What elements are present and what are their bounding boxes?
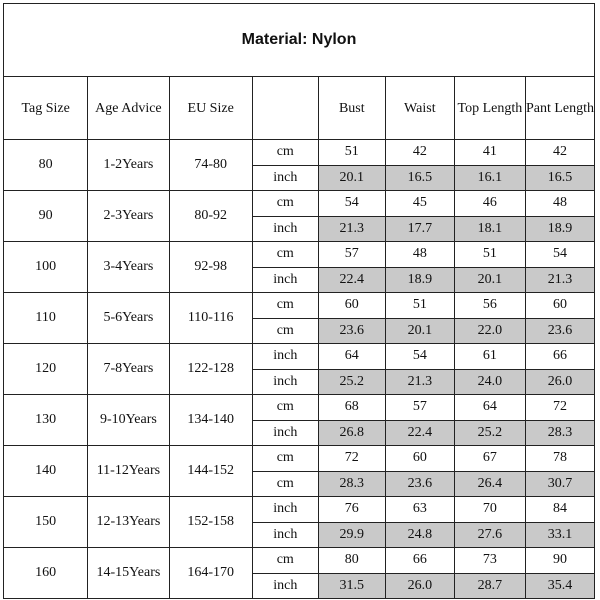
header-pant-length: Pant Length (525, 77, 594, 140)
table-row (4, 293, 595, 319)
table-body (4, 140, 595, 599)
header-eu-size: EU Size (169, 77, 252, 140)
measure-cell-pant: 66 (525, 344, 594, 370)
measure-cell-bust: 68 (318, 395, 385, 421)
unit-cell: cm (252, 548, 318, 574)
measure-cell-waist: 42 (385, 140, 454, 166)
measure-cell-bust: 54 (318, 191, 385, 217)
age-advice-cell: 9-10Years (88, 395, 169, 446)
table-row (4, 446, 595, 472)
measure-cell-waist: 26.0 (385, 573, 454, 599)
tag-size-cell: 130 (4, 395, 88, 446)
measure-cell-pant: 28.3 (525, 420, 594, 446)
measure-cell-top: 20.1 (454, 267, 525, 293)
measure-cell-waist: 66 (385, 548, 454, 574)
unit-cell: cm (252, 293, 318, 319)
measure-cell-pant: 78 (525, 446, 594, 472)
age-advice-cell: 11-12Years (88, 446, 169, 497)
age-advice-cell: 1-2Years (88, 140, 169, 191)
unit-cell: cm (252, 191, 318, 217)
measure-cell-waist: 57 (385, 395, 454, 421)
unit-cell: inch (252, 344, 318, 370)
measure-cell-waist: 54 (385, 344, 454, 370)
table-row (4, 395, 595, 421)
measure-cell-waist: 21.3 (385, 369, 454, 395)
table-row (4, 497, 595, 523)
measure-cell-waist: 45 (385, 191, 454, 217)
size-chart (3, 3, 595, 596)
age-advice-cell: 7-8Years (88, 344, 169, 395)
age-advice-cell: 12-13Years (88, 497, 169, 548)
tag-size-cell: 90 (4, 191, 88, 242)
measure-cell-pant: 21.3 (525, 267, 594, 293)
measure-cell-pant: 84 (525, 497, 594, 523)
measure-cell-top: 56 (454, 293, 525, 319)
measure-cell-pant: 35.4 (525, 573, 594, 599)
measure-cell-top: 26.4 (454, 471, 525, 497)
measure-cell-top: 51 (454, 242, 525, 268)
table-row (4, 140, 595, 166)
measure-cell-top: 41 (454, 140, 525, 166)
measure-cell-waist: 60 (385, 446, 454, 472)
unit-cell: cm (252, 140, 318, 166)
measure-cell-waist: 24.8 (385, 522, 454, 548)
eu-size-cell: 122-128 (169, 344, 252, 395)
measure-cell-top: 22.0 (454, 318, 525, 344)
eu-size-cell: 164-170 (169, 548, 252, 599)
table-row (4, 548, 595, 574)
measure-cell-bust: 60 (318, 293, 385, 319)
measure-cell-pant: 16.5 (525, 165, 594, 191)
header-unit (252, 77, 318, 140)
measure-cell-bust: 57 (318, 242, 385, 268)
header-top-length: Top Length (454, 77, 525, 140)
unit-cell: cm (252, 242, 318, 268)
age-advice-cell: 5-6Years (88, 293, 169, 344)
measure-cell-pant: 18.9 (525, 216, 594, 242)
unit-cell: inch (252, 267, 318, 293)
tag-size-cell: 80 (4, 140, 88, 191)
measure-cell-bust: 31.5 (318, 573, 385, 599)
measure-cell-bust: 29.9 (318, 522, 385, 548)
unit-cell: cm (252, 471, 318, 497)
measure-cell-pant: 90 (525, 548, 594, 574)
measure-cell-top: 25.2 (454, 420, 525, 446)
measure-cell-bust: 64 (318, 344, 385, 370)
eu-size-cell: 80-92 (169, 191, 252, 242)
measure-cell-top: 18.1 (454, 216, 525, 242)
eu-size-cell: 92-98 (169, 242, 252, 293)
measure-cell-waist: 23.6 (385, 471, 454, 497)
unit-cell: inch (252, 369, 318, 395)
measure-cell-pant: 42 (525, 140, 594, 166)
age-advice-cell: 2-3Years (88, 191, 169, 242)
measure-cell-bust: 80 (318, 548, 385, 574)
eu-size-cell: 152-158 (169, 497, 252, 548)
eu-size-cell: 134-140 (169, 395, 252, 446)
unit-cell: cm (252, 446, 318, 472)
measure-cell-top: 70 (454, 497, 525, 523)
unit-cell: inch (252, 497, 318, 523)
measure-cell-bust: 51 (318, 140, 385, 166)
unit-cell: inch (252, 522, 318, 548)
eu-size-cell: 110-116 (169, 293, 252, 344)
measure-cell-waist: 22.4 (385, 420, 454, 446)
chart-title: Material: Nylon (3, 3, 595, 77)
measure-cell-pant: 54 (525, 242, 594, 268)
unit-cell: inch (252, 165, 318, 191)
unit-cell: inch (252, 573, 318, 599)
measure-cell-top: 28.7 (454, 573, 525, 599)
eu-size-cell: 144-152 (169, 446, 252, 497)
measure-cell-pant: 23.6 (525, 318, 594, 344)
header-tag-size: Tag Size (4, 77, 88, 140)
tag-size-cell: 100 (4, 242, 88, 293)
measure-cell-bust: 23.6 (318, 318, 385, 344)
measure-cell-waist: 63 (385, 497, 454, 523)
size-table (3, 76, 595, 599)
tag-size-cell: 160 (4, 548, 88, 599)
measure-cell-waist: 17.7 (385, 216, 454, 242)
tag-size-cell: 140 (4, 446, 88, 497)
measure-cell-top: 64 (454, 395, 525, 421)
measure-cell-top: 61 (454, 344, 525, 370)
measure-cell-pant: 72 (525, 395, 594, 421)
unit-cell: cm (252, 395, 318, 421)
measure-cell-bust: 28.3 (318, 471, 385, 497)
measure-cell-top: 24.0 (454, 369, 525, 395)
measure-cell-pant: 48 (525, 191, 594, 217)
measure-cell-bust: 20.1 (318, 165, 385, 191)
measure-cell-waist: 48 (385, 242, 454, 268)
measure-cell-bust: 25.2 (318, 369, 385, 395)
measure-cell-waist: 51 (385, 293, 454, 319)
table-row (4, 191, 595, 217)
header-age-advice: Age Advice (88, 77, 169, 140)
measure-cell-pant: 26.0 (525, 369, 594, 395)
age-advice-cell: 3-4Years (88, 242, 169, 293)
tag-size-cell: 120 (4, 344, 88, 395)
unit-cell: inch (252, 216, 318, 242)
measure-cell-bust: 22.4 (318, 267, 385, 293)
measure-cell-pant: 60 (525, 293, 594, 319)
measure-cell-bust: 21.3 (318, 216, 385, 242)
measure-cell-waist: 18.9 (385, 267, 454, 293)
eu-size-cell: 74-80 (169, 140, 252, 191)
measure-cell-top: 27.6 (454, 522, 525, 548)
measure-cell-bust: 72 (318, 446, 385, 472)
measure-cell-bust: 26.8 (318, 420, 385, 446)
tag-size-cell: 110 (4, 293, 88, 344)
measure-cell-top: 73 (454, 548, 525, 574)
measure-cell-pant: 30.7 (525, 471, 594, 497)
unit-cell: cm (252, 318, 318, 344)
measure-cell-top: 67 (454, 446, 525, 472)
measure-cell-waist: 16.5 (385, 165, 454, 191)
tag-size-cell: 150 (4, 497, 88, 548)
header-bust: Bust (318, 77, 385, 140)
measure-cell-pant: 33.1 (525, 522, 594, 548)
unit-cell: inch (252, 420, 318, 446)
table-row (4, 242, 595, 268)
measure-cell-top: 46 (454, 191, 525, 217)
header-waist: Waist (385, 77, 454, 140)
measure-cell-waist: 20.1 (385, 318, 454, 344)
measure-cell-top: 16.1 (454, 165, 525, 191)
table-row (4, 344, 595, 370)
header-row (4, 77, 595, 140)
age-advice-cell: 14-15Years (88, 548, 169, 599)
measure-cell-bust: 76 (318, 497, 385, 523)
